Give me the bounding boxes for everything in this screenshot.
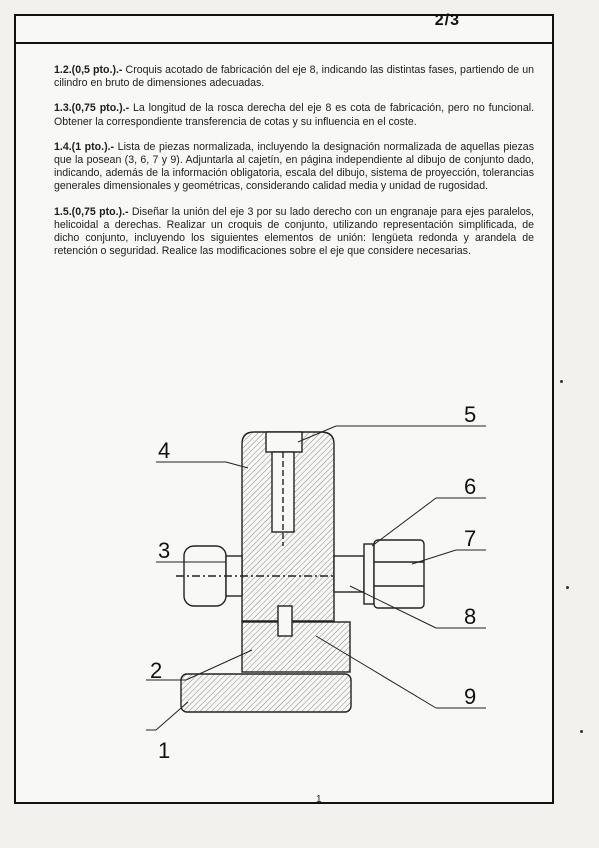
question-1-3: 1.3.(0,75 pto.).- La longitud de la rosca derecha del eje 8 es cota de fabricación, pero no funcional. Obtener la correspondiente transferencia de cotas y su influencia en el coste.	[54, 102, 535, 128]
drawing-page-number: 1	[316, 794, 322, 805]
part-5-screw-head	[266, 432, 302, 452]
label-2: 2	[150, 658, 163, 683]
label-7: 7	[464, 526, 477, 551]
scan-dot	[566, 586, 569, 589]
assembly-drawing	[16, 386, 556, 806]
label-8: 8	[464, 604, 477, 629]
question-1-2: 1.2.(0,5 pto.).- Croquis acotado de fabricación del eje 8, indicando las distintas fases, partiendo de un cilindro en bruto de dimensiones adecuadas.	[54, 64, 534, 90]
label-4: 4	[158, 438, 171, 463]
part-8-shaft	[334, 556, 364, 592]
header-bar	[16, 12, 552, 44]
label-5: 5	[464, 402, 477, 427]
part-1-base	[181, 674, 351, 712]
scan-dot	[560, 380, 563, 383]
label-6: 6	[464, 474, 477, 499]
question-list	[54, 64, 534, 270]
question-1-5: 1.5.(0,75 pto.).- Diseñar la unión del eje 3 por su lado derecho con un engranaje para ejes paralelos, helicoidal a derechas. Realizar un croquis de conjunto, utilizando representación simplificada, de dicho conjunto, incluyendo los siguientes elementos de unión: lengüeta redonda y arandela de retención o seguridad. Realice las modificaciones sobre el eje que considere necesarias.	[54, 205, 534, 258]
label-9: 9	[464, 684, 477, 709]
part-9-pin	[278, 606, 292, 636]
label-1: 1	[158, 738, 171, 763]
question-1-4: 1.4.(1 pto.).- Lista de piezas normalizada, incluyendo la designación normalizada de aquellas piezas que la posean (3, 6, 7 y 9). Adjuntarla al cajetín, en página independiente al dibujo de conjunto dado, indicando, además de la información obligatoria, escala del dibujo, sistema de proyección, tolerancias generales dimensionales y geométricas, considerando calidad media y unidad de rugosidad.	[54, 140, 534, 193]
label-3: 3	[158, 538, 171, 563]
exam-sheet	[14, 14, 554, 804]
part-7-nut	[374, 540, 424, 608]
page-number: 2/3	[434, 12, 460, 29]
scan-dot	[580, 730, 583, 733]
